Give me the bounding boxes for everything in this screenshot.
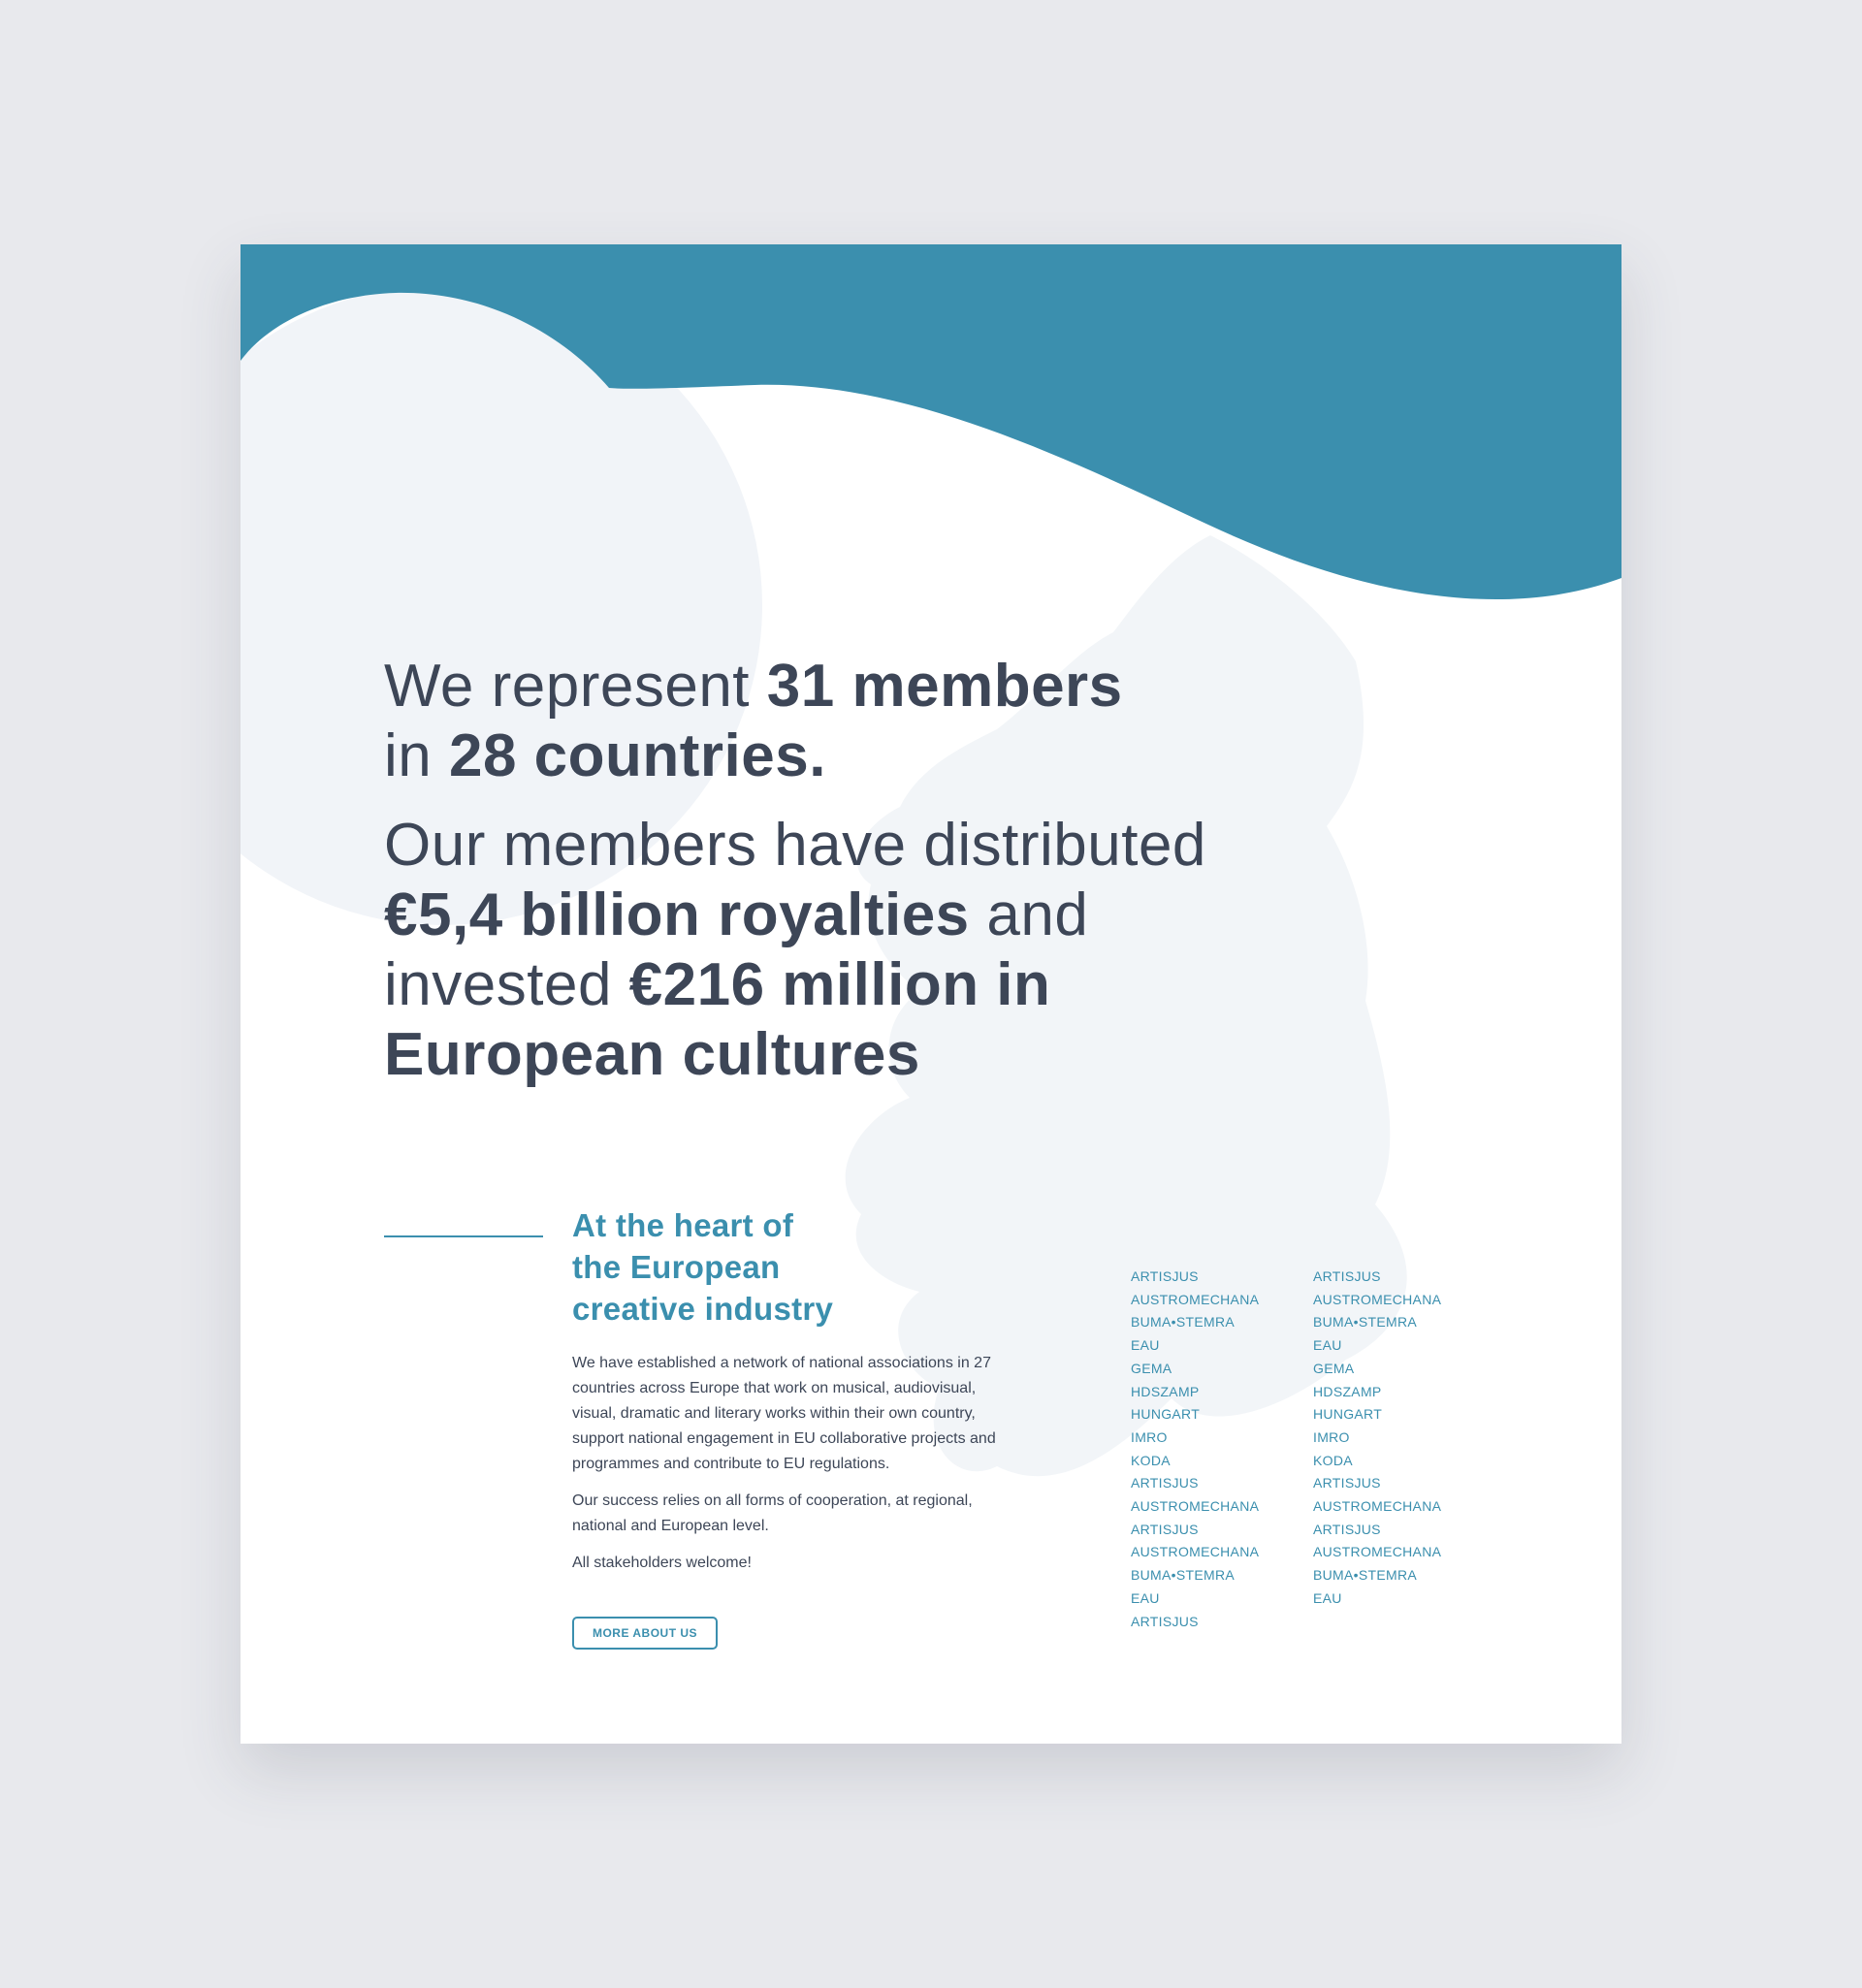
more-about-us-button[interactable]: MORE ABOUT US bbox=[572, 1617, 718, 1650]
section-divider bbox=[384, 1235, 543, 1237]
headline-text: invested bbox=[384, 951, 629, 1018]
member-link[interactable]: GEMA bbox=[1313, 1360, 1355, 1376]
member-link[interactable]: AUSTROMECHANA bbox=[1131, 1291, 1260, 1307]
member-link[interactable]: BUMA•STEMRA bbox=[1313, 1567, 1417, 1584]
members-list-column-2 bbox=[1313, 1266, 1441, 1611]
member-link[interactable]: ARTISJUS bbox=[1131, 1475, 1199, 1491]
member-link[interactable]: EAU bbox=[1313, 1589, 1342, 1606]
headline-text: Our members have distributed bbox=[384, 812, 1206, 879]
member-link[interactable]: BUMA•STEMRA bbox=[1313, 1314, 1417, 1331]
about-title-line: At the heart of bbox=[572, 1207, 794, 1243]
member-link[interactable]: AUSTROMECHANA bbox=[1313, 1544, 1442, 1560]
member-link[interactable]: GEMA bbox=[1131, 1360, 1172, 1376]
headline-investment-amount: €216 million in bbox=[628, 951, 1051, 1018]
headline-countries-count: 28 countries. bbox=[448, 722, 826, 789]
member-link[interactable]: ARTISJUS bbox=[1313, 1268, 1381, 1284]
headline-text: and bbox=[969, 882, 1089, 948]
member-link[interactable]: ARTISJUS bbox=[1313, 1475, 1381, 1491]
member-link[interactable]: AUSTROMECHANA bbox=[1313, 1291, 1442, 1307]
headline-royalties-amount: €5,4 billion royalties bbox=[384, 882, 970, 948]
member-link[interactable]: BUMA•STEMRA bbox=[1131, 1567, 1235, 1584]
member-link[interactable]: IMRO bbox=[1313, 1428, 1350, 1445]
member-link[interactable]: ARTISJUS bbox=[1131, 1613, 1199, 1629]
about-section-card bbox=[241, 244, 1621, 1744]
about-title-line: the European bbox=[572, 1249, 781, 1285]
headline-text: We represent bbox=[384, 653, 767, 720]
headline-members-count: 31 members bbox=[766, 653, 1123, 720]
member-link[interactable]: AUSTROMECHANA bbox=[1313, 1498, 1442, 1515]
member-link[interactable]: HDSZAMP bbox=[1131, 1383, 1200, 1399]
member-link[interactable]: HDSZAMP bbox=[1313, 1383, 1382, 1399]
member-link[interactable]: ARTISJUS bbox=[1131, 1521, 1199, 1537]
member-link[interactable]: KODA bbox=[1131, 1452, 1171, 1468]
about-title-line: creative industry bbox=[572, 1291, 834, 1327]
members-list-column-1 bbox=[1131, 1266, 1259, 1633]
headline bbox=[384, 652, 1334, 1090]
about-paragraph: We have established a network of national associations in 27 countries across Europe that work on musical, audiovisual, visual, dramatic and literary works within their own country, support national engagement in EU collaborative projects and programmes and contribute to EU regulations. bbox=[572, 1355, 996, 1472]
about-title bbox=[572, 1204, 1018, 1330]
about-text bbox=[572, 1351, 1018, 1576]
member-link[interactable]: AUSTROMECHANA bbox=[1131, 1544, 1260, 1560]
member-link[interactable]: EAU bbox=[1131, 1589, 1160, 1606]
member-link[interactable]: EAU bbox=[1313, 1337, 1342, 1354]
member-link[interactable]: ARTISJUS bbox=[1131, 1268, 1199, 1284]
member-link[interactable]: KODA bbox=[1313, 1452, 1353, 1468]
member-link[interactable]: IMRO bbox=[1131, 1428, 1168, 1445]
member-link[interactable]: BUMA•STEMRA bbox=[1131, 1314, 1235, 1331]
member-link[interactable]: AUSTROMECHANA bbox=[1131, 1498, 1260, 1515]
about-paragraph: All stakeholders welcome! bbox=[572, 1555, 752, 1571]
headline-members bbox=[384, 652, 1334, 791]
headline-royalties bbox=[384, 811, 1334, 1090]
headline-european-cultures: European cultures bbox=[384, 1021, 920, 1088]
headline-text: in bbox=[384, 722, 449, 789]
about-block bbox=[572, 1204, 1018, 1650]
member-link[interactable]: HUNGART bbox=[1131, 1406, 1201, 1423]
member-link[interactable]: EAU bbox=[1131, 1337, 1160, 1354]
member-link[interactable]: ARTISJUS bbox=[1313, 1521, 1381, 1537]
about-paragraph: Our success relies on all forms of cooperation, at regional, national and European level. bbox=[572, 1492, 973, 1534]
member-link[interactable]: HUNGART bbox=[1313, 1406, 1383, 1423]
